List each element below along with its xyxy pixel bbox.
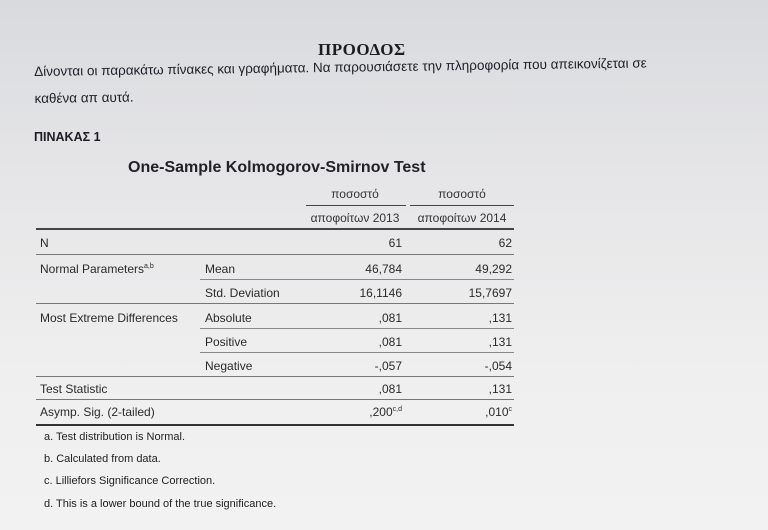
instructions-paragraph <box>34 48 755 112</box>
instructions-line-1: Δίνονται οι παρακάτω πίνακες και γραφήματα. Να παρουσιάσετε την πληροφορία που απεικονίζεται σε <box>34 55 647 79</box>
row-rule <box>36 254 514 255</box>
header-rule <box>36 228 514 230</box>
footnote-c: c. Lilliefors Significance Correction. <box>44 475 216 487</box>
row-rule <box>200 352 514 353</box>
value-2013: ,081 <box>378 335 402 349</box>
row-label: Test Statistic <box>40 382 108 396</box>
value-2013: 61 <box>388 236 402 250</box>
value-2014: -,054 <box>484 359 512 373</box>
value-2013: ,081 <box>378 382 402 396</box>
value-2014: ,131 <box>488 335 512 349</box>
row-stat-label: Negative <box>205 359 253 373</box>
row-label: N <box>40 236 49 250</box>
col-header-2013-line1: ποσοστό <box>331 187 379 201</box>
page-title: ΠΡΟΟΔΟΣ <box>318 40 406 59</box>
value-2013: ,081 <box>378 311 402 325</box>
header-underline-2014 <box>410 205 514 206</box>
footnote-marker: c,d <box>392 406 402 413</box>
test-title: One-Sample Kolmogorov-Smirnov Test <box>128 159 426 176</box>
value-2014: ,131 <box>488 382 512 396</box>
instructions-line-2: καθένα απ αυτά. <box>34 89 134 106</box>
col-header-2014-line1: ποσοστό <box>438 187 486 201</box>
value-2014: ,131 <box>488 311 512 325</box>
row-group-label: Normal Parameters$^{a,b}$ <box>40 262 154 276</box>
row-stat-label: Std. Deviation <box>205 286 280 300</box>
row-rule <box>36 399 514 400</box>
table-label: ΠΙΝΑΚΑΣ 1 <box>34 130 101 144</box>
row-stat-label: Absolute <box>205 311 252 325</box>
row-group-label: Most Extreme Differences <box>40 311 178 325</box>
value-2013: 46,784 <box>365 262 402 276</box>
value-2014: 15,7697 <box>468 286 512 300</box>
value-2014: 49,292 <box>475 262 512 276</box>
row-label: Asymp. Sig. (2-tailed) <box>40 405 155 419</box>
row-rule <box>36 376 514 377</box>
value-2013: ,200$^{c,d}$ <box>369 405 402 419</box>
value-2014: 62 <box>498 236 512 250</box>
bottom-rule <box>36 424 514 426</box>
value-2013: 16,1146 <box>359 286 402 300</box>
value-2013: -,057 <box>374 359 402 373</box>
col-header-2013-line2: αποφοίτων 2013 <box>310 211 400 225</box>
row-stat-label: Mean <box>205 262 236 276</box>
header-underline-2013 <box>306 205 406 206</box>
col-header-2014-line2: αποφοίτων 2014 <box>417 211 507 225</box>
footnote-b: b. Calculated from data. <box>44 453 161 465</box>
row-rule <box>200 328 514 329</box>
row-rule <box>36 303 514 304</box>
row-stat-label: Positive <box>205 335 248 349</box>
footnote-marker: a,b <box>144 263 154 270</box>
footnote-marker: c <box>508 406 512 413</box>
row-rule <box>200 279 514 280</box>
footnote-a: a. Test distribution is Normal. <box>44 431 186 443</box>
value-2014: ,010$^c$ <box>485 405 512 419</box>
footnote-d: d. This is a lower bound of the true significance. <box>44 498 277 510</box>
